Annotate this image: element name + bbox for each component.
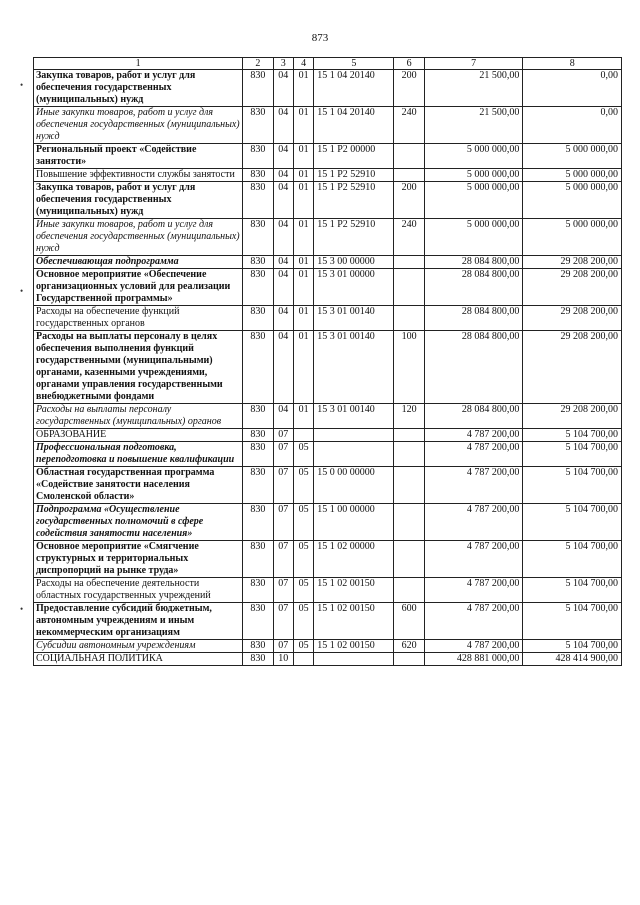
row-section: 07 — [273, 467, 293, 504]
row-admin-code: 830 — [243, 404, 273, 429]
row-amount-year1: 4 787 200,00 — [424, 429, 523, 442]
table-body — [34, 58, 622, 666]
row-expense-type: 620 — [394, 640, 424, 653]
row-section: 07 — [273, 429, 293, 442]
row-subsection: 01 — [293, 70, 313, 107]
row-subsection: 01 — [293, 256, 313, 269]
row-name: Расходы на обеспечение функций государственных органов — [34, 306, 243, 331]
row-admin-code: 830 — [243, 442, 273, 467]
row-amount-year1: 4 787 200,00 — [424, 603, 523, 640]
row-name: Расходы на выплаты персоналу в целях обеспечения выполнения функций государственными (муниципальными) органами, казенными учреждениями, органами управления государственными внебюджетными фондами — [34, 331, 243, 404]
row-subsection — [293, 429, 313, 442]
row-expense-type — [394, 578, 424, 603]
row-amount-year1: 5 000 000,00 — [424, 182, 523, 219]
row-name: СОЦИАЛЬНАЯ ПОЛИТИКА — [34, 653, 243, 666]
row-amount-year1: 4 787 200,00 — [424, 541, 523, 578]
row-expense-type — [394, 442, 424, 467]
row-amount-year2: 5 104 700,00 — [523, 442, 622, 467]
row-expense-type: 200 — [394, 182, 424, 219]
row-target-article: 15 1 04 20140 — [314, 70, 394, 107]
row-amount-year2: 5 000 000,00 — [523, 182, 622, 219]
row-amount-year2: 5 104 700,00 — [523, 603, 622, 640]
row-expense-type: 200 — [394, 70, 424, 107]
row-subsection: 05 — [293, 504, 313, 541]
table-row — [34, 442, 622, 467]
page-number: 873 — [311, 32, 329, 44]
row-admin-code: 830 — [243, 306, 273, 331]
table-row — [34, 404, 622, 429]
row-name: Повышение эффективности службы занятости — [34, 169, 243, 182]
row-name: ОБРАЗОВАНИЕ — [34, 429, 243, 442]
row-admin-code: 830 — [243, 219, 273, 256]
row-target-article — [314, 442, 394, 467]
row-admin-code: 830 — [243, 144, 273, 169]
row-subsection: 01 — [293, 144, 313, 169]
row-admin-code: 830 — [243, 70, 273, 107]
row-admin-code: 830 — [243, 182, 273, 219]
row-amount-year2: 29 208 200,00 — [523, 331, 622, 404]
row-name: Профессиональная подготовка, переподготовка и повышение квалификации — [34, 442, 243, 467]
table-row — [34, 640, 622, 653]
column-header: 3 — [273, 58, 293, 70]
row-target-article: 15 1 02 00150 — [314, 603, 394, 640]
table-row — [34, 306, 622, 331]
row-amount-year1: 5 000 000,00 — [424, 219, 523, 256]
row-amount-year1: 21 500,00 — [424, 70, 523, 107]
row-target-article — [314, 653, 394, 666]
row-expense-type — [394, 653, 424, 666]
row-section: 07 — [273, 541, 293, 578]
margin-dot: • — [20, 604, 24, 614]
row-amount-year2: 5 104 700,00 — [523, 541, 622, 578]
row-amount-year2: 428 414 900,00 — [523, 653, 622, 666]
row-name: Обеспечивающая подпрограмма — [34, 256, 243, 269]
row-target-article: 15 1 P2 52910 — [314, 182, 394, 219]
row-name: Субсидии автономным учреждениям — [34, 640, 243, 653]
table-row — [34, 541, 622, 578]
row-amount-year1: 428 881 000,00 — [424, 653, 523, 666]
row-admin-code: 830 — [243, 256, 273, 269]
row-expense-type — [394, 269, 424, 306]
budget-table — [33, 57, 622, 666]
row-amount-year2: 5 000 000,00 — [523, 169, 622, 182]
row-subsection: 01 — [293, 331, 313, 404]
row-section: 04 — [273, 144, 293, 169]
row-amount-year2: 5 104 700,00 — [523, 467, 622, 504]
table-header-row — [34, 58, 622, 70]
table-row — [34, 467, 622, 504]
row-expense-type — [394, 169, 424, 182]
row-name: Подпрограмма «Осуществление государственных полномочий в сфере содействия занятости населения» — [34, 504, 243, 541]
row-expense-type: 240 — [394, 107, 424, 144]
row-expense-type: 600 — [394, 603, 424, 640]
row-amount-year1: 28 084 800,00 — [424, 306, 523, 331]
row-name: Предоставление субсидий бюджетным, автономным учреждениям и иным некоммерческим организациям — [34, 603, 243, 640]
row-section: 04 — [273, 182, 293, 219]
row-subsection: 01 — [293, 107, 313, 144]
row-section: 04 — [273, 70, 293, 107]
row-amount-year1: 28 084 800,00 — [424, 256, 523, 269]
row-amount-year1: 4 787 200,00 — [424, 578, 523, 603]
table-row — [34, 578, 622, 603]
row-admin-code: 830 — [243, 541, 273, 578]
row-amount-year1: 4 787 200,00 — [424, 504, 523, 541]
row-amount-year2: 5 104 700,00 — [523, 504, 622, 541]
row-admin-code: 830 — [243, 640, 273, 653]
row-subsection: 05 — [293, 442, 313, 467]
table-row — [34, 429, 622, 442]
row-expense-type — [394, 504, 424, 541]
row-section: 04 — [273, 219, 293, 256]
row-section: 07 — [273, 603, 293, 640]
margin-dot: • — [20, 80, 24, 90]
column-header: 2 — [243, 58, 273, 70]
row-amount-year1: 28 084 800,00 — [424, 269, 523, 306]
row-target-article: 15 1 P2 00000 — [314, 144, 394, 169]
table-row — [34, 269, 622, 306]
row-section: 04 — [273, 269, 293, 306]
row-amount-year2: 5 104 700,00 — [523, 578, 622, 603]
row-amount-year2: 0,00 — [523, 70, 622, 107]
row-subsection: 01 — [293, 404, 313, 429]
row-expense-type — [394, 467, 424, 504]
row-amount-year1: 5 000 000,00 — [424, 169, 523, 182]
row-expense-type: 120 — [394, 404, 424, 429]
row-admin-code: 830 — [243, 653, 273, 666]
row-subsection: 01 — [293, 269, 313, 306]
row-target-article: 15 1 P2 52910 — [314, 169, 394, 182]
row-section: 07 — [273, 442, 293, 467]
row-name: Областная государственная программа «Содействие занятости населения Смоленской области» — [34, 467, 243, 504]
row-expense-type — [394, 306, 424, 331]
row-section: 04 — [273, 256, 293, 269]
column-header: 4 — [293, 58, 313, 70]
row-section: 04 — [273, 107, 293, 144]
row-expense-type — [394, 429, 424, 442]
row-name: Региональный проект «Содействие занятости» — [34, 144, 243, 169]
row-section: 04 — [273, 306, 293, 331]
row-admin-code: 830 — [243, 429, 273, 442]
row-target-article: 15 1 00 00000 — [314, 504, 394, 541]
row-expense-type: 100 — [394, 331, 424, 404]
table-row — [34, 504, 622, 541]
row-amount-year2: 5 104 700,00 — [523, 640, 622, 653]
row-subsection: 05 — [293, 603, 313, 640]
margin-dot: • — [20, 286, 24, 296]
row-name: Закупка товаров, работ и услуг для обеспечения государственных (муниципальных) нужд — [34, 70, 243, 107]
row-amount-year1: 28 084 800,00 — [424, 404, 523, 429]
row-amount-year1: 5 000 000,00 — [424, 144, 523, 169]
column-header: 8 — [523, 58, 622, 70]
row-target-article: 15 3 01 00140 — [314, 331, 394, 404]
row-target-article: 15 1 04 20140 — [314, 107, 394, 144]
row-amount-year2: 5 104 700,00 — [523, 429, 622, 442]
row-target-article: 15 3 01 00140 — [314, 404, 394, 429]
column-header: 5 — [314, 58, 394, 70]
row-admin-code: 830 — [243, 107, 273, 144]
row-amount-year1: 4 787 200,00 — [424, 640, 523, 653]
row-subsection: 05 — [293, 640, 313, 653]
row-subsection: 05 — [293, 578, 313, 603]
row-subsection: 05 — [293, 541, 313, 578]
row-amount-year2: 29 208 200,00 — [523, 306, 622, 331]
row-admin-code: 830 — [243, 603, 273, 640]
row-admin-code: 830 — [243, 467, 273, 504]
table-row — [34, 256, 622, 269]
row-name: Расходы на выплаты персоналу государственных (муниципальных) органов — [34, 404, 243, 429]
table-row — [34, 182, 622, 219]
row-section: 07 — [273, 640, 293, 653]
row-subsection: 01 — [293, 169, 313, 182]
row-name: Иные закупки товаров, работ и услуг для обеспечения государственных (муниципальных) нужд — [34, 107, 243, 144]
row-amount-year1: 28 084 800,00 — [424, 331, 523, 404]
row-target-article: 15 3 01 00140 — [314, 306, 394, 331]
column-header: 7 — [424, 58, 523, 70]
row-admin-code: 830 — [243, 331, 273, 404]
table-row — [34, 219, 622, 256]
table-row — [34, 107, 622, 144]
row-subsection: 05 — [293, 467, 313, 504]
row-subsection: 01 — [293, 219, 313, 256]
row-section: 07 — [273, 504, 293, 541]
column-header: 1 — [34, 58, 243, 70]
row-section: 04 — [273, 404, 293, 429]
row-amount-year2: 5 000 000,00 — [523, 219, 622, 256]
row-section: 10 — [273, 653, 293, 666]
row-admin-code: 830 — [243, 504, 273, 541]
table-row — [34, 144, 622, 169]
row-section: 04 — [273, 331, 293, 404]
table-row — [34, 331, 622, 404]
row-name: Закупка товаров, работ и услуг для обеспечения государственных (муниципальных) нужд — [34, 182, 243, 219]
row-amount-year1: 4 787 200,00 — [424, 442, 523, 467]
row-amount-year1: 4 787 200,00 — [424, 467, 523, 504]
table-row — [34, 653, 622, 666]
row-admin-code: 830 — [243, 578, 273, 603]
row-expense-type — [394, 144, 424, 169]
table-row — [34, 169, 622, 182]
row-amount-year2: 29 208 200,00 — [523, 256, 622, 269]
row-target-article: 15 1 02 00000 — [314, 541, 394, 578]
row-name: Расходы на обеспечение деятельности областных государственных учреждений — [34, 578, 243, 603]
row-expense-type — [394, 541, 424, 578]
row-admin-code: 830 — [243, 269, 273, 306]
row-admin-code: 830 — [243, 169, 273, 182]
row-name: Основное мероприятие «Обеспечение организационных условий для реализации Государственной программы» — [34, 269, 243, 306]
row-section: 04 — [273, 169, 293, 182]
row-amount-year2: 29 208 200,00 — [523, 269, 622, 306]
row-subsection: 01 — [293, 182, 313, 219]
row-target-article: 15 3 01 00000 — [314, 269, 394, 306]
column-header: 6 — [394, 58, 424, 70]
row-target-article — [314, 429, 394, 442]
row-name: Иные закупки товаров, работ и услуг для обеспечения государственных (муниципальных) нужд — [34, 219, 243, 256]
row-subsection — [293, 653, 313, 666]
row-target-article: 15 0 00 00000 — [314, 467, 394, 504]
row-amount-year1: 21 500,00 — [424, 107, 523, 144]
row-name: Основное мероприятие «Смягчение структурных и территориальных диспропорций на рынке труда» — [34, 541, 243, 578]
row-subsection: 01 — [293, 306, 313, 331]
row-section: 07 — [273, 578, 293, 603]
row-target-article: 15 1 02 00150 — [314, 578, 394, 603]
table-row — [34, 70, 622, 107]
table-row — [34, 603, 622, 640]
row-target-article: 15 1 P2 52910 — [314, 219, 394, 256]
row-amount-year2: 0,00 — [523, 107, 622, 144]
row-target-article: 15 1 02 00150 — [314, 640, 394, 653]
row-expense-type — [394, 256, 424, 269]
row-expense-type: 240 — [394, 219, 424, 256]
row-target-article: 15 3 00 00000 — [314, 256, 394, 269]
row-amount-year2: 29 208 200,00 — [523, 404, 622, 429]
row-amount-year2: 5 000 000,00 — [523, 144, 622, 169]
